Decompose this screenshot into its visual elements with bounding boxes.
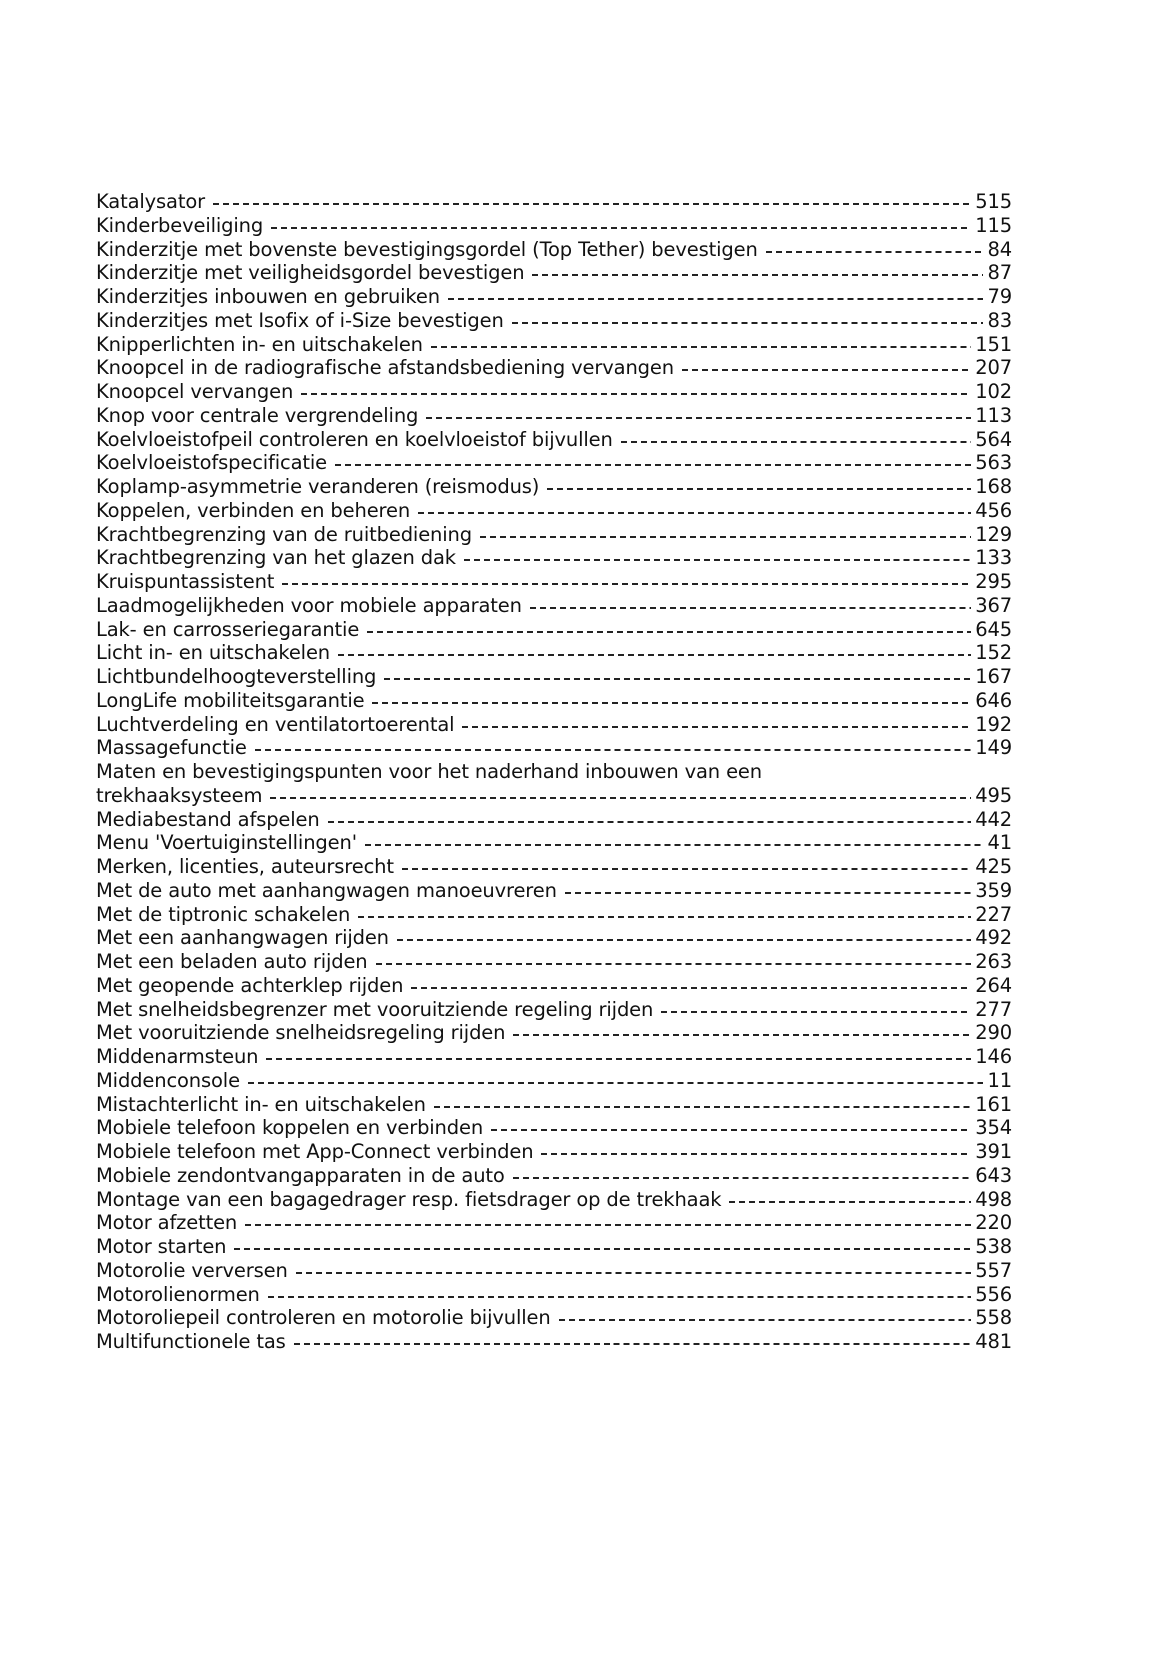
index-entry[interactable] bbox=[96, 1188, 1012, 1212]
dot-leader bbox=[358, 916, 971, 918]
dot-leader bbox=[766, 251, 984, 253]
dot-leader bbox=[268, 1296, 971, 1298]
entry-page-number[interactable]: 492 bbox=[975, 926, 1012, 950]
dot-leader bbox=[376, 963, 972, 965]
index-entry[interactable] bbox=[96, 1140, 1012, 1164]
entry-title: Multifunctionele tas bbox=[96, 1330, 286, 1353]
entry-page-number[interactable]: 646 bbox=[975, 688, 1012, 712]
entry-title: Knop voor centrale vergrendeling bbox=[96, 403, 419, 427]
entry-title: Merken, licenties, auteursrecht bbox=[96, 855, 394, 878]
entry-title: Krachtbegrenzing van de ruitbediening bbox=[96, 522, 472, 546]
dot-leader bbox=[301, 393, 971, 395]
dot-leader bbox=[270, 797, 971, 799]
index-entry[interactable] bbox=[96, 261, 1012, 285]
dot-leader bbox=[448, 298, 984, 300]
entry-page-number[interactable]: 359 bbox=[975, 878, 1012, 902]
entry-title: Met vooruitziende snelheidsregeling rijden bbox=[96, 1021, 506, 1045]
index-entry[interactable] bbox=[96, 356, 1012, 380]
dot-leader bbox=[532, 274, 983, 276]
entry-page-number[interactable]: 290 bbox=[975, 1021, 1012, 1045]
entry-title: Kinderbeveiliging bbox=[96, 213, 264, 237]
entry-title: Krachtbegrenzing van het glazen dak bbox=[96, 546, 456, 570]
entry-title: Koplamp-asymmetrie veranderen (reismodus) bbox=[96, 475, 540, 498]
dot-leader bbox=[491, 1129, 971, 1131]
dot-leader bbox=[682, 369, 971, 371]
entry-title: Motor afzetten bbox=[96, 1211, 238, 1235]
dot-leader bbox=[547, 488, 971, 490]
dot-leader bbox=[271, 227, 971, 229]
index-entry[interactable] bbox=[96, 333, 1012, 357]
entry-page-number[interactable]: 115 bbox=[975, 213, 1012, 237]
dot-leader bbox=[397, 939, 971, 941]
entry-title: Kinderzitje met bovenste bevestigingsgordel (Top Tether) bevestigen bbox=[96, 237, 758, 261]
index-entry[interactable] bbox=[96, 1069, 1012, 1093]
index-entry[interactable] bbox=[96, 1116, 1012, 1140]
entry-page-number[interactable]: 495 bbox=[975, 783, 1012, 807]
index-entry[interactable] bbox=[96, 713, 1012, 737]
entry-title-line1: Maten en bevestigingspunten voor het naderhand inbouwen van een bbox=[96, 760, 762, 783]
entry-title: Menu 'Voertuiginstellingen' bbox=[96, 831, 357, 855]
index-entry[interactable] bbox=[96, 1283, 1012, 1307]
index-entry[interactable] bbox=[96, 665, 1012, 689]
dot-leader bbox=[513, 1177, 972, 1179]
entry-page-number[interactable]: 83 bbox=[987, 308, 1012, 332]
entry-page-number[interactable]: 643 bbox=[975, 1163, 1012, 1187]
entry-page-number[interactable]: 133 bbox=[975, 546, 1012, 570]
entry-title: Montage van een bagagedrager resp. fietsdrager op de trekhaak bbox=[96, 1187, 722, 1211]
entry-title: Lak- en carrosseriegarantie bbox=[96, 617, 360, 641]
index-entry[interactable] bbox=[96, 736, 1012, 760]
entry-page-number[interactable]: 227 bbox=[975, 902, 1012, 926]
index-entry[interactable] bbox=[96, 903, 1012, 927]
entry-title: Middenarmsteun bbox=[96, 1045, 259, 1068]
dot-leader bbox=[513, 1034, 971, 1036]
index-entry[interactable] bbox=[96, 1021, 1012, 1045]
entry-title: Met geopende achterklep rijden bbox=[96, 973, 404, 997]
dot-leader bbox=[462, 726, 971, 728]
entry-title: Motor starten bbox=[96, 1235, 227, 1258]
dot-leader bbox=[255, 749, 972, 751]
entry-title: Met een aanhangwagen rijden bbox=[96, 926, 389, 950]
index-entry[interactable] bbox=[96, 974, 1012, 998]
index-entry[interactable] bbox=[96, 1235, 1012, 1259]
dot-leader bbox=[384, 678, 971, 680]
entry-page-number[interactable]: 129 bbox=[975, 522, 1012, 546]
entry-page-number[interactable]: 558 bbox=[975, 1306, 1012, 1330]
index-entry[interactable] bbox=[96, 998, 1012, 1022]
dot-leader bbox=[294, 1343, 972, 1345]
index-entry[interactable] bbox=[96, 1045, 1012, 1069]
entry-page-number[interactable]: 11 bbox=[987, 1068, 1012, 1092]
index-entry[interactable] bbox=[96, 1093, 1012, 1117]
index-entry[interactable] bbox=[96, 689, 1012, 713]
index-entry[interactable] bbox=[96, 1259, 1012, 1283]
entry-title: Katalysator bbox=[96, 190, 205, 213]
entry-page-number[interactable]: 152 bbox=[975, 641, 1012, 665]
entry-title: Mediabestand afspelen bbox=[96, 807, 320, 831]
entry-page-number[interactable]: 456 bbox=[975, 498, 1012, 522]
dot-leader bbox=[559, 1319, 972, 1321]
index-entry[interactable] bbox=[96, 499, 1012, 523]
entry-title: Kruispuntassistent bbox=[96, 570, 275, 593]
entry-page-number[interactable]: 263 bbox=[975, 950, 1012, 973]
entry-title: Mobiele zendontvangapparaten in de auto bbox=[96, 1163, 505, 1187]
index-entry[interactable] bbox=[96, 309, 1012, 333]
entry-title: Licht in- en uitschakelen bbox=[96, 641, 331, 665]
entry-title: trekhaaksysteem bbox=[96, 783, 263, 807]
index-entry[interactable] bbox=[96, 238, 1012, 262]
index-entry[interactable] bbox=[96, 428, 1012, 452]
entry-page-number[interactable]: 161 bbox=[975, 1092, 1012, 1116]
index-entry[interactable] bbox=[96, 546, 1012, 570]
entry-page-number[interactable]: 563 bbox=[975, 451, 1012, 475]
entry-page-number[interactable]: 354 bbox=[975, 1116, 1012, 1140]
dot-leader bbox=[418, 512, 971, 514]
entry-page-number[interactable]: 102 bbox=[975, 380, 1012, 403]
entry-title: Met de auto met aanhangwagen manoeuvreren bbox=[96, 878, 557, 902]
entry-page-number[interactable]: 207 bbox=[975, 356, 1012, 380]
index-entry[interactable] bbox=[96, 380, 1012, 404]
entry-page-number[interactable]: 538 bbox=[975, 1235, 1012, 1258]
entry-title: Mistachterlicht in- en uitschakelen bbox=[96, 1092, 426, 1116]
dot-leader bbox=[621, 441, 972, 443]
dot-leader bbox=[541, 1153, 971, 1155]
entry-title: Motorolienormen bbox=[96, 1282, 260, 1306]
index-entry[interactable] bbox=[96, 475, 1012, 499]
dot-leader bbox=[411, 987, 971, 989]
entry-title: Mobiele telefoon met App-Connect verbinden bbox=[96, 1140, 534, 1163]
dot-leader bbox=[565, 892, 971, 894]
dot-leader bbox=[402, 868, 971, 870]
entry-page-number[interactable]: 87 bbox=[987, 261, 1012, 285]
index-entry[interactable] bbox=[96, 214, 1012, 238]
entry-page-number[interactable]: 151 bbox=[975, 332, 1012, 356]
entry-page-number[interactable]: 113 bbox=[975, 403, 1012, 427]
dot-leader bbox=[367, 631, 971, 633]
index-entry[interactable] bbox=[96, 570, 1012, 594]
entry-title: Kinderzitje met veiligheidsgordel bevestigen bbox=[96, 261, 525, 285]
entry-page-number[interactable]: 481 bbox=[975, 1330, 1012, 1353]
entry-title: Middenconsole bbox=[96, 1068, 240, 1092]
index-entry[interactable] bbox=[96, 285, 1012, 309]
entry-page-number[interactable]: 146 bbox=[975, 1045, 1012, 1068]
dot-leader bbox=[426, 417, 971, 419]
entry-title: Koppelen, verbinden en beheren bbox=[96, 498, 411, 522]
entry-title: Met snelheidsbegrenzer met vooruitziende regeling rijden bbox=[96, 997, 654, 1021]
entry-page-number[interactable]: 149 bbox=[975, 736, 1012, 760]
entry-page-number[interactable]: 515 bbox=[975, 190, 1012, 213]
entry-title: Lichtbundelhoogteverstelling bbox=[96, 665, 377, 688]
dot-leader bbox=[282, 583, 971, 585]
index-entry[interactable] bbox=[96, 1211, 1012, 1235]
entry-title: Met een beladen auto rijden bbox=[96, 950, 368, 973]
entry-page-number[interactable]: 498 bbox=[975, 1187, 1012, 1211]
entry-title: Knipperlichten in- en uitschakelen bbox=[96, 332, 423, 356]
dot-leader bbox=[530, 607, 971, 609]
dot-leader bbox=[296, 1272, 972, 1274]
index-entry[interactable] bbox=[96, 879, 1012, 903]
index-entry[interactable] bbox=[96, 618, 1012, 642]
index-entry[interactable] bbox=[96, 950, 1012, 974]
entry-page-number[interactable]: 391 bbox=[975, 1140, 1012, 1163]
entry-page-number[interactable]: 442 bbox=[975, 807, 1012, 831]
dot-leader bbox=[480, 536, 971, 538]
index-entry[interactable] bbox=[96, 523, 1012, 547]
dot-leader bbox=[335, 464, 971, 466]
entry-title: Laadmogelijkheden voor mobiele apparaten bbox=[96, 593, 522, 617]
entry-page-number[interactable]: 425 bbox=[975, 855, 1012, 878]
index-entry[interactable] bbox=[96, 641, 1012, 665]
entry-title: Knoopcel vervangen bbox=[96, 380, 294, 403]
dot-leader bbox=[431, 346, 971, 348]
dot-leader bbox=[248, 1082, 984, 1084]
dot-leader bbox=[729, 1201, 971, 1203]
entry-page-number[interactable]: 41 bbox=[987, 831, 1012, 855]
dot-leader bbox=[234, 1248, 971, 1250]
dot-leader bbox=[338, 654, 971, 656]
entry-title: Koelvloeistofpeil controleren en koelvloeistof bijvullen bbox=[96, 427, 613, 451]
entry-page-number[interactable]: 557 bbox=[975, 1258, 1012, 1282]
entry-page-number[interactable]: 192 bbox=[975, 712, 1012, 736]
entry-page-number[interactable]: 168 bbox=[975, 475, 1012, 498]
dot-leader bbox=[266, 1058, 971, 1060]
entry-title: Kinderzitjes inbouwen en gebruiken bbox=[96, 285, 440, 308]
entry-title: Massagefunctie bbox=[96, 736, 247, 760]
index-entry[interactable] bbox=[96, 855, 1012, 879]
entry-page-number[interactable]: 367 bbox=[975, 593, 1012, 617]
entry-page-number[interactable]: 556 bbox=[975, 1282, 1012, 1306]
entry-page-number[interactable]: 295 bbox=[975, 570, 1012, 593]
index-list bbox=[96, 190, 1012, 1354]
index-entry[interactable] bbox=[96, 1164, 1012, 1188]
entry-title: Met de tiptronic schakelen bbox=[96, 902, 351, 926]
index-entry[interactable] bbox=[96, 190, 1012, 214]
dot-leader bbox=[213, 203, 971, 205]
dot-leader bbox=[661, 1011, 971, 1013]
entry-page-number[interactable]: 220 bbox=[975, 1211, 1012, 1235]
dot-leader bbox=[512, 322, 984, 324]
entry-page-number[interactable]: 645 bbox=[975, 617, 1012, 641]
dot-leader bbox=[245, 1224, 971, 1226]
entry-page-number[interactable]: 84 bbox=[987, 237, 1012, 261]
entry-page-number[interactable]: 79 bbox=[987, 285, 1012, 308]
dot-leader bbox=[328, 821, 972, 823]
entry-title: LongLife mobiliteitsgarantie bbox=[96, 688, 365, 712]
dot-leader bbox=[464, 559, 971, 561]
index-entry[interactable] bbox=[96, 1330, 1012, 1354]
entry-title: Luchtverdeling en ventilatortoerental bbox=[96, 712, 455, 736]
entry-title: Knoopcel in de radiografische afstandsbediening vervangen bbox=[96, 356, 674, 380]
dot-leader bbox=[365, 844, 984, 846]
entry-page-number[interactable]: 167 bbox=[975, 665, 1012, 688]
entry-title: Koelvloeistofspecificatie bbox=[96, 451, 328, 475]
entry-title: Motoroliepeil controleren en motorolie bijvullen bbox=[96, 1306, 551, 1330]
index-entry[interactable] bbox=[96, 760, 1012, 808]
dot-leader bbox=[372, 702, 971, 704]
index-entry[interactable] bbox=[96, 831, 1012, 855]
entry-title: Motorolie verversen bbox=[96, 1258, 288, 1282]
entry-title: Mobiele telefoon koppelen en verbinden bbox=[96, 1116, 484, 1140]
index-entry[interactable] bbox=[96, 926, 1012, 950]
index-entry[interactable] bbox=[96, 451, 1012, 475]
index-entry[interactable] bbox=[96, 594, 1012, 618]
entry-title: Kinderzitjes met Isofix of i-Size bevestigen bbox=[96, 308, 504, 332]
index-entry[interactable] bbox=[96, 404, 1012, 428]
index-entry[interactable] bbox=[96, 1306, 1012, 1330]
dot-leader bbox=[434, 1106, 971, 1108]
index-entry[interactable] bbox=[96, 808, 1012, 832]
entry-page-number[interactable]: 564 bbox=[975, 427, 1012, 451]
entry-page-number[interactable]: 277 bbox=[975, 997, 1012, 1021]
entry-page-number[interactable]: 264 bbox=[975, 973, 1012, 997]
